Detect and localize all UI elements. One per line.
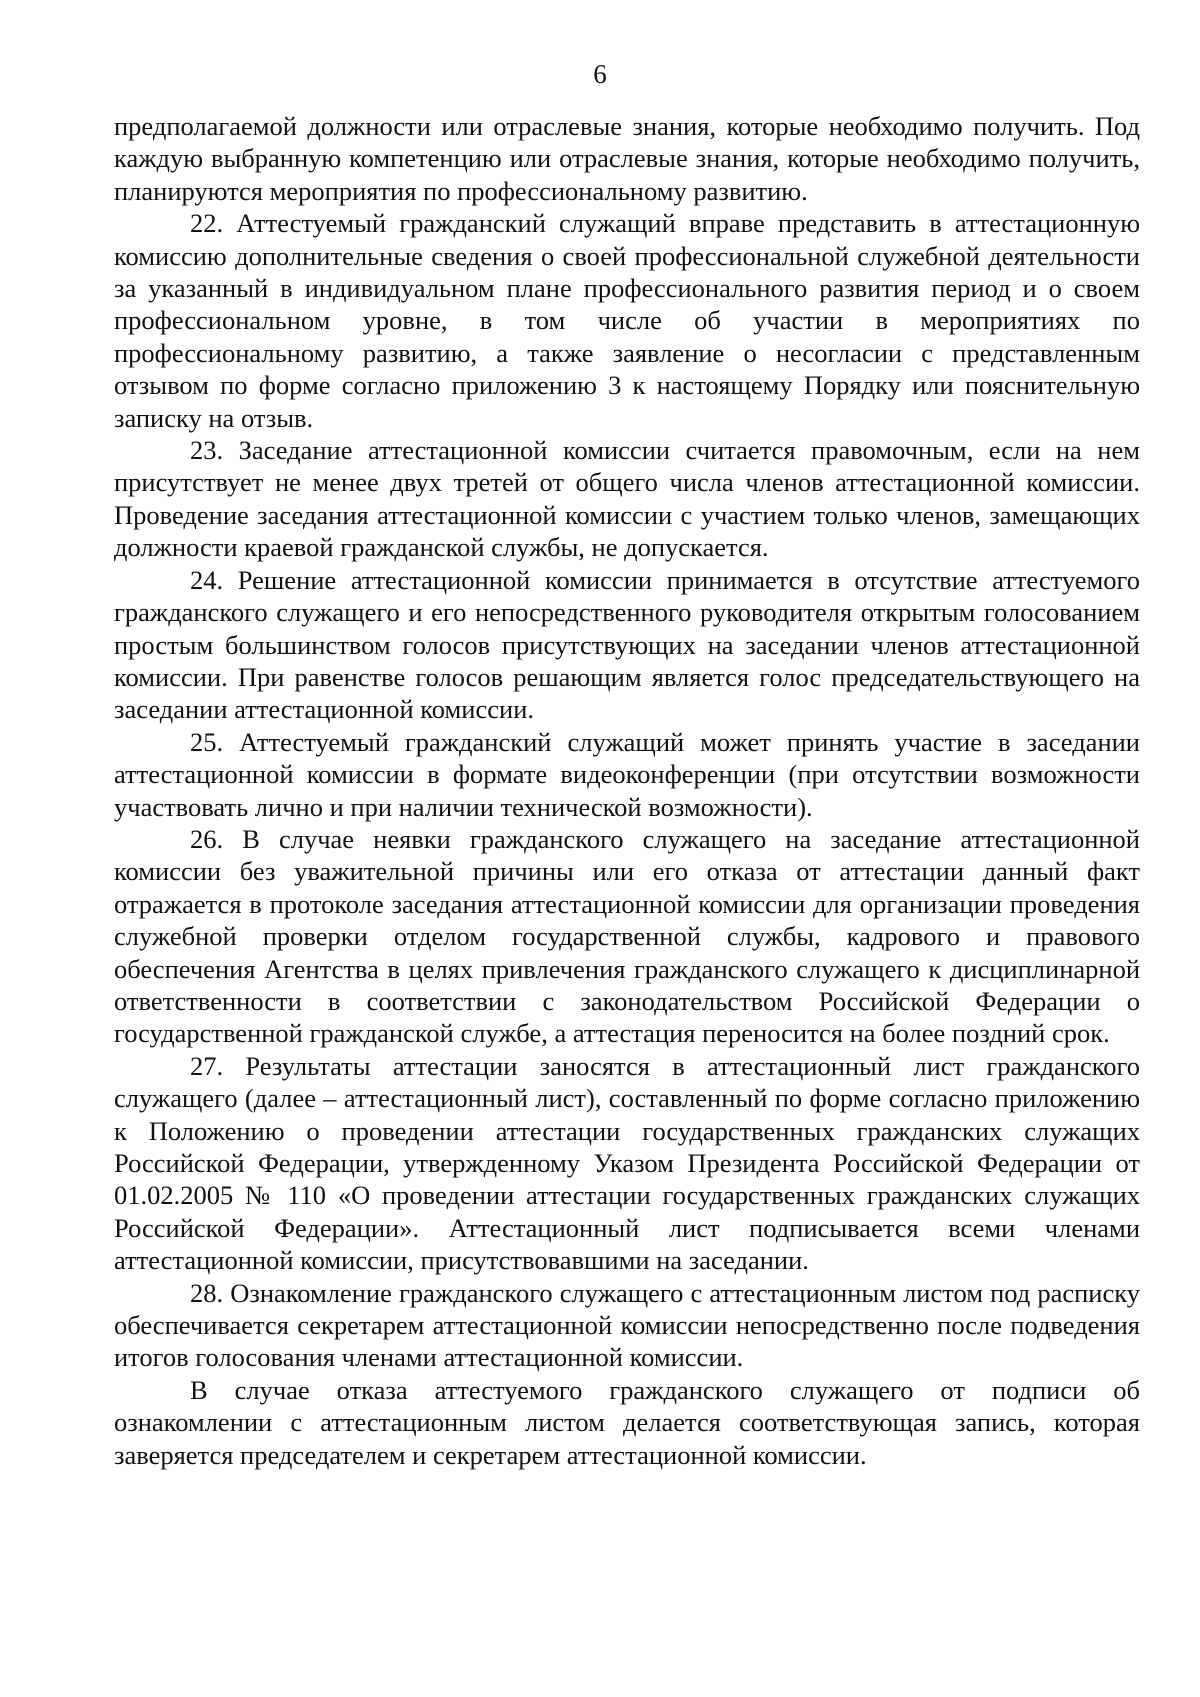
paragraph: 22. Аттестуемый гражданский служащий вправе представить в аттестационную комиссию дополнительные сведения о своей профессиональной служебной деятельности за указанный в индивидуальном плане профессионального развития период и о своем профессиональном уровне, в том числе об участии в мероприятиях по профессиональному развитию, а также заявление о несогласии с представленным отзывом по форме согласно приложению 3 к настоящему Порядку или пояснительную записку на отзыв. <box>114 208 1140 433</box>
paragraph: В случае отказа аттестуемого гражданского служащего от подписи об ознакомлении с аттестационным листом делается соответствующая запись, которая заверяется председателем и секретарем аттестационной комиссии. <box>114 1374 1140 1470</box>
paragraph: 28. Ознакомление гражданского служащего с аттестационным листом под расписку обеспечивается секретарем аттестационной комиссии непосредственно после подведения итогов голосования членами аттестационной комиссии. <box>114 1277 1140 1373</box>
document-body <box>114 110 1140 1471</box>
paragraph: 25. Аттестуемый гражданский служащий может принять участие в заседании аттестационной комиссии в формате видеоконференции (при отсутствии возможности участвовать лично и при наличии технической возможности). <box>114 726 1140 822</box>
paragraph: 27. Результаты аттестации заносятся в аттестационный лист гражданского служащего (далее – аттестационный лист), составленный по форме согласно приложению к Положению о проведении аттестации государственных гражданских служащих Российской Федерации, утвержденному Указом Президента Российской Федерации от 01.02.2005 № 110 «О проведении аттестации государственных гражданских служащих Российской Федерации». Аттестационный лист подписывается всеми членами аттестационной комиссии, присутствовавшими на заседании. <box>114 1050 1140 1276</box>
page-number: 6 <box>593 59 607 89</box>
paragraph: предполагаемой должности или отраслевые знания, которые необходимо получить. Под каждую выбранную компетенцию или отраслевые знания, которые необходимо получить, планируются мероприятия по профессиональному развитию. <box>114 111 1140 206</box>
paragraph: 24. Решение аттестационной комиссии принимается в отсутствие аттестуемого гражданского служащего и его непосредственного руководителя открытым голосованием простым большинством голосов присутствующих на заседании членов аттестационной комиссии. При равенстве голосов решающим является голос председательствующего на заседании аттестационной комиссии. <box>114 564 1140 725</box>
paragraph: 26. В случае неявки гражданского служащего на заседание аттестационной комиссии без уважительной причины или его отказа от аттестации данный факт отражается в протоколе заседания аттестационной комиссии для организации проведения служебной проверки отделом государственной службы, кадрового и правового обеспечения Агентства в целях привлечения гражданского служащего к дисциплинарной ответственности в соответствии с законодательством Российской Федерации о государственной гражданской службе, а аттестация переносится на более поздний срок. <box>114 823 1140 1049</box>
paragraph: 23. Заседание аттестационной комиссии считается правомочным, если на нем присутствует не менее двух третей от общего числа членов аттестационной комиссии. Проведение заседания аттестационной комиссии с участием только членов, замещающих должности краевой гражданской службы, не допускается. <box>114 435 1140 563</box>
